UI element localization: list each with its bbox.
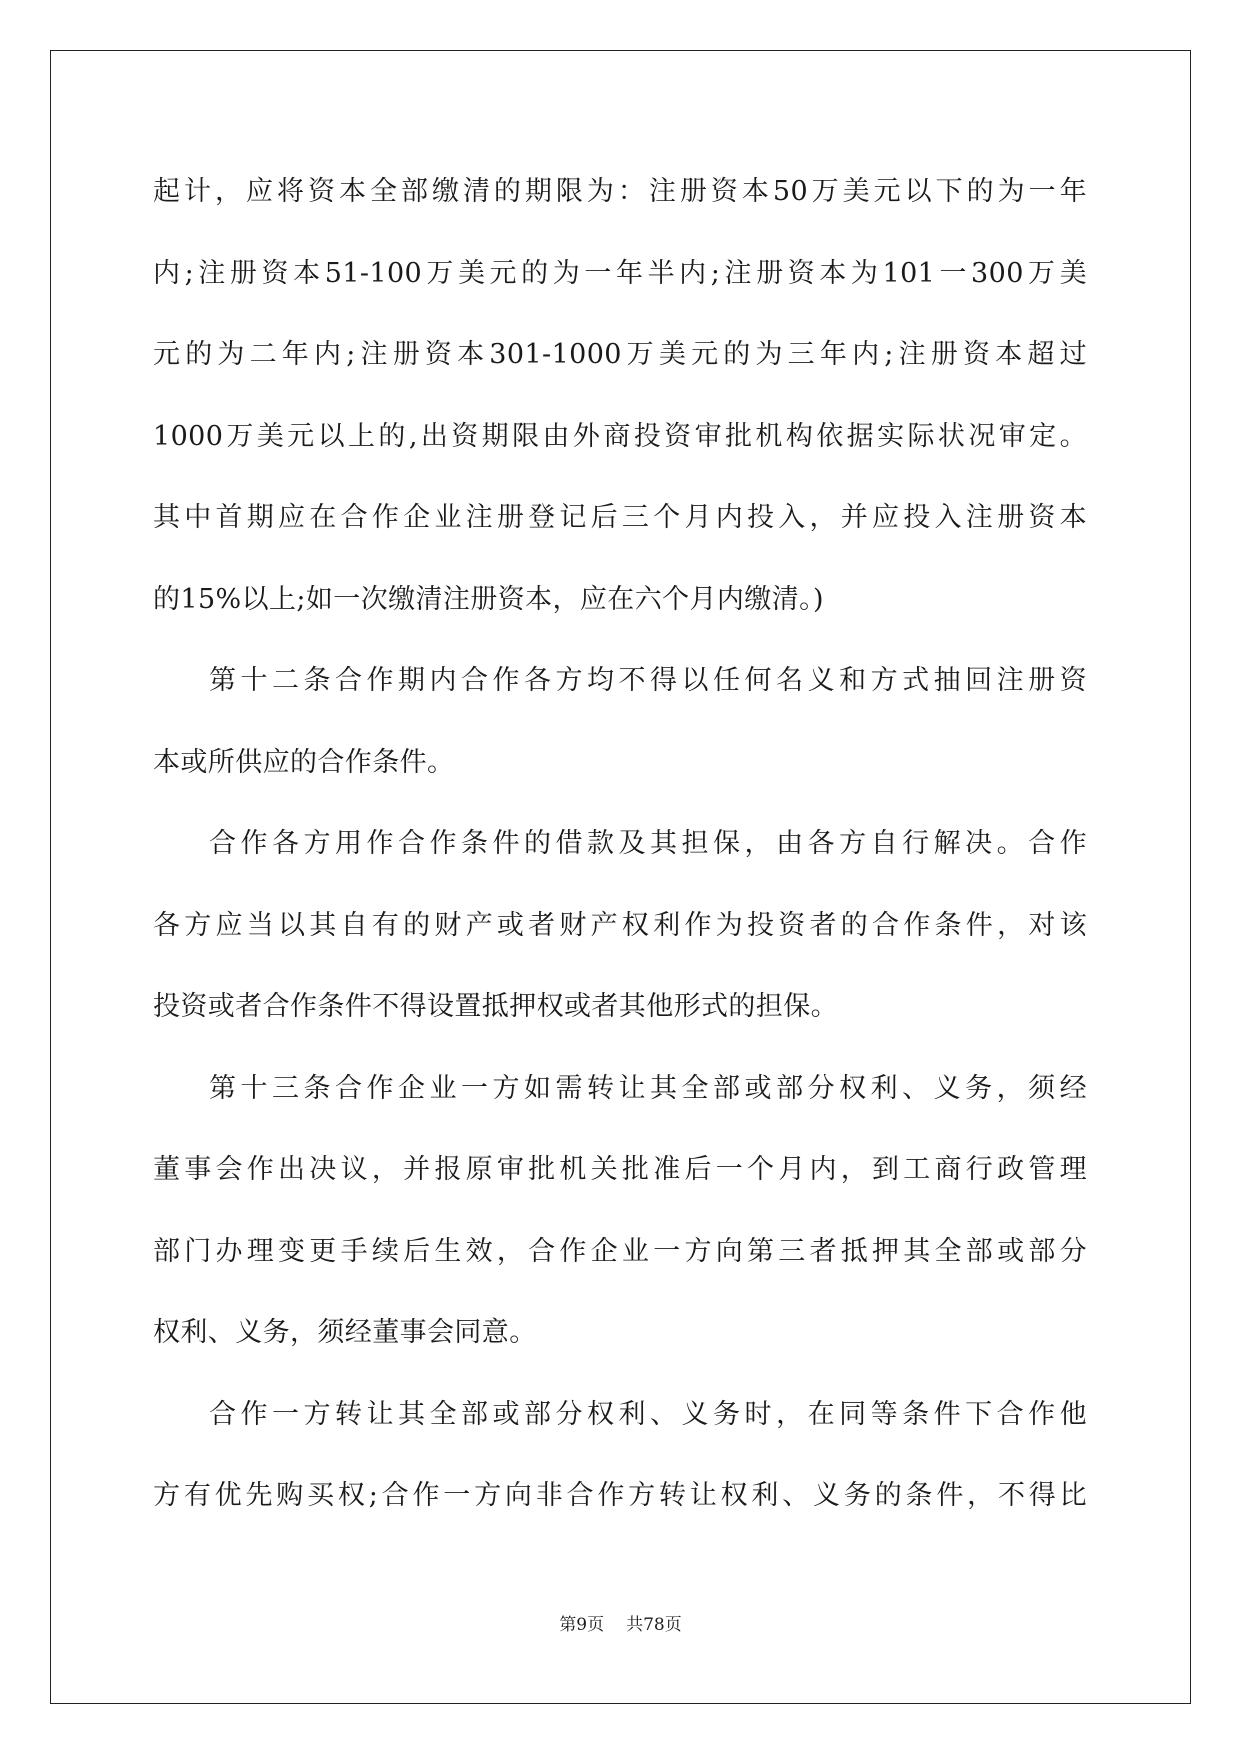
text-line: 投资或者合作条件不得设置抵押权或者其他形式的担保。 bbox=[153, 991, 838, 1022]
text-line: 各方应当以其自有的财产或者财产权利作为投资者的合作条件，对该 bbox=[153, 909, 1087, 941]
text-line: 方有优先购买权;合作一方向非合作方转让权利、义务的条件，不得比 bbox=[153, 1480, 1087, 1511]
page-number-current: 第9页 bbox=[559, 1615, 605, 1635]
text-line: 合作各方用作合作条件的借款及其担保，由各方自行解决。合作 bbox=[209, 828, 1087, 859]
text-line: 的15%以上;如一次缴清注册资本，应在六个月内缴清。) bbox=[153, 583, 824, 615]
text-line: 内;注册资本51-100万美元的为一年半内;注册资本为101一300万美 bbox=[153, 257, 1087, 289]
text-line: 元的为二年内;注册资本301-1000万美元的为三年内;注册资本超过 bbox=[153, 339, 1087, 370]
text-line: 第十二条合作期内合作各方均不得以任何名义和方式抽回注册资 bbox=[209, 665, 1087, 696]
text-line: 董事会作出决议，并报原审批机关批准后一个月内，到工商行政管理 bbox=[153, 1154, 1087, 1185]
text-line: 第十三条合作企业一方如需转让其全部或部分权利、义务，须经 bbox=[209, 1072, 1087, 1104]
text-line: 权利、义务，须经董事会同意。 bbox=[153, 1317, 537, 1348]
text-line: 部门办理变更手续后生效，合作企业一方向第三者抵押其全部或部分 bbox=[153, 1235, 1087, 1267]
text-line: 起计，应将资本全部缴清的期限为：注册资本50万美元以下的为一年 bbox=[153, 176, 1087, 207]
page-footer bbox=[0, 1610, 1241, 1635]
page-number-total: 共78页 bbox=[626, 1615, 682, 1635]
text-line: 本或所供应的合作条件。 bbox=[153, 746, 455, 778]
text-line: 合作一方转让其全部或部分权利、义务时，在同等条件下合作他 bbox=[209, 1398, 1087, 1430]
text-line: 其中首期应在合作企业注册登记后三个月内投入，并应投入注册资本 bbox=[153, 502, 1087, 533]
document-body bbox=[153, 160, 1087, 1546]
text-line: 1000万美元以上的,出资期限由外商投资审批机构依据实际状况审定。 bbox=[153, 420, 1087, 452]
